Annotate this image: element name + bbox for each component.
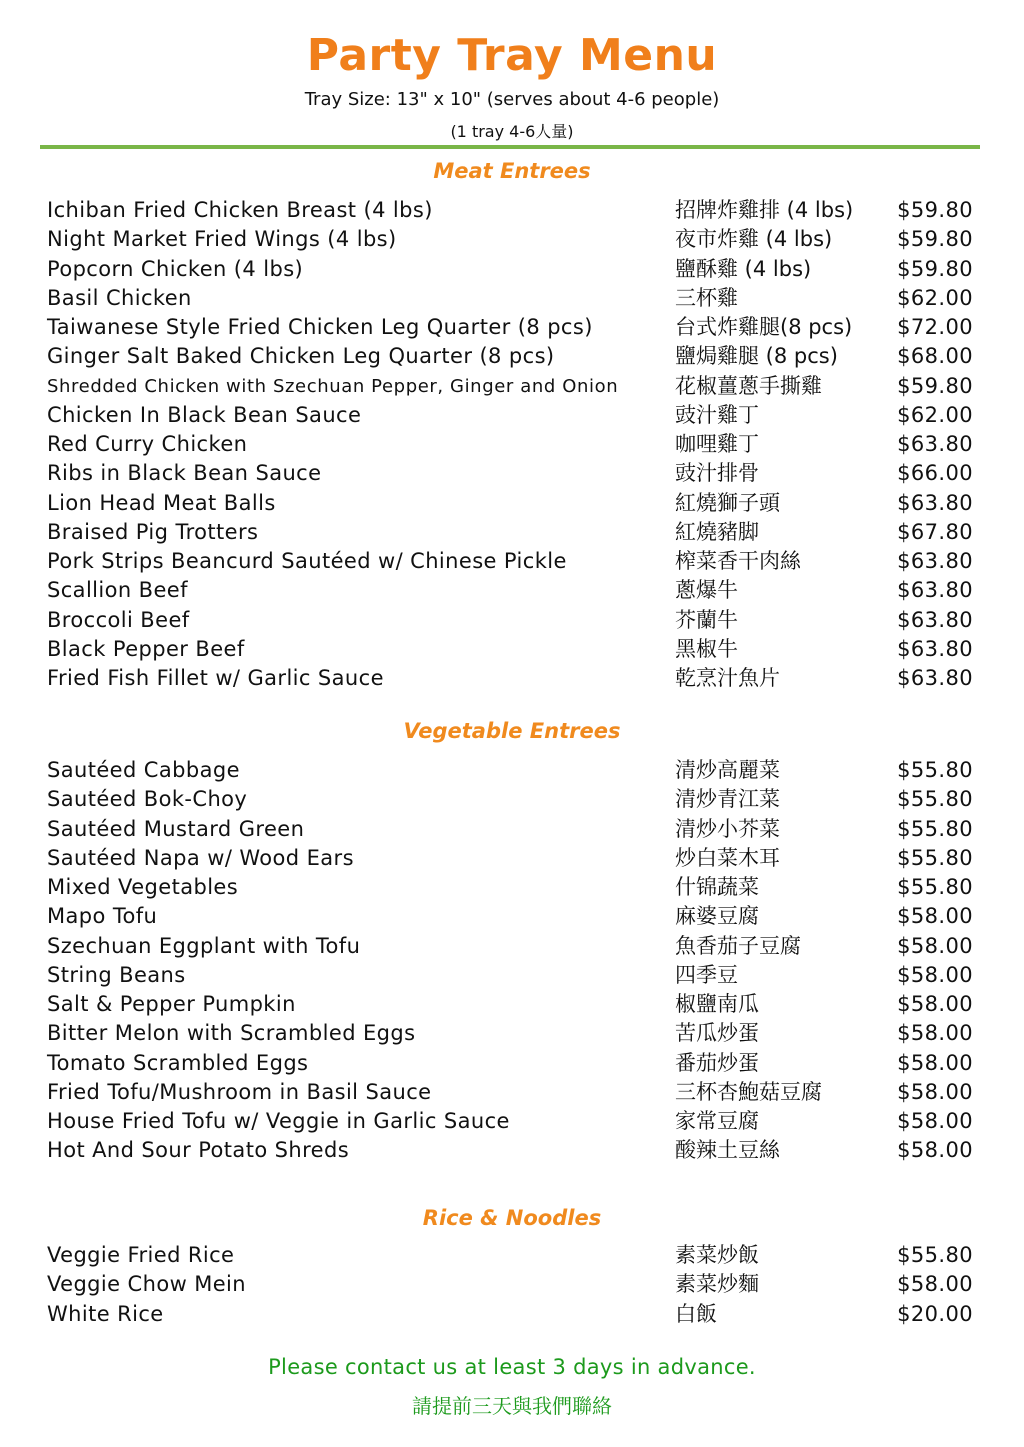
menu-item-name: Basil Chicken: [47, 285, 192, 310]
menu-item-row: [0, 342, 1024, 371]
menu-item-row: [0, 902, 1024, 931]
menu-item-row: [0, 1019, 1024, 1048]
menu-item-row: [0, 459, 1024, 488]
menu-item-name-zh: 豉汁排骨: [675, 461, 759, 486]
menu-item-row: [0, 1078, 1024, 1107]
menu-item-name: Szechuan Eggplant with Tofu: [47, 933, 361, 958]
menu-item-row: [0, 489, 1024, 518]
menu-item-price: $58.00: [897, 1272, 973, 1297]
menu-item-row: [0, 196, 1024, 225]
menu-item-name-zh: 家常豆腐: [675, 1109, 759, 1133]
menu-item-price: $72.00: [897, 315, 973, 339]
menu-item-price: $59.80: [897, 373, 973, 398]
menu-item-name-zh: 花椒薑蔥手撕雞: [675, 373, 822, 398]
menu-item-name: Night Market Fried Wings (4 lbs): [47, 227, 397, 252]
menu-item-row: [0, 430, 1024, 459]
menu-item-price: $63.80: [897, 607, 973, 632]
menu-item-price: $55.80: [897, 787, 973, 812]
advance-notice: Please contact us at least 3 days in advance.: [268, 1355, 756, 1379]
menu-item-name-zh: 什锦蔬菜: [675, 875, 759, 899]
menu-item-name-zh: 黑椒牛: [675, 636, 738, 661]
menu-item-name-zh: 紅燒豬脚: [675, 519, 759, 544]
menu-item-price: $68.00: [897, 344, 973, 369]
menu-item-name: Mixed Vegetables: [47, 875, 239, 899]
header-divider: [40, 145, 980, 149]
menu-item-name: Ribs in Black Bean Sauce: [47, 461, 322, 486]
menu-item-name-zh: 素菜炒飯: [675, 1243, 759, 1267]
menu-item-name-zh: 紅燒獅子頭: [675, 490, 780, 515]
vegetable-items-list: [0, 756, 1024, 1166]
menu-item-name: Sautéed Napa w/ Wood Ears: [47, 845, 354, 870]
menu-item-row: [0, 255, 1024, 284]
menu-item-row: [0, 932, 1024, 961]
advance-notice-zh: 請提前三天與我們聯絡: [412, 1394, 612, 1418]
menu-item-price: $63.80: [897, 490, 973, 515]
menu-item-row: [0, 372, 1024, 401]
menu-item-name: Scallion Beef: [47, 578, 188, 603]
menu-item-name: Sautéed Bok-Choy: [47, 787, 248, 812]
menu-item-name: Veggie Fried Rice: [47, 1243, 235, 1267]
menu-item-name: Bitter Melon with Scrambled Eggs: [47, 1021, 416, 1046]
menu-item-name-zh: 魚香茄子豆腐: [675, 933, 801, 958]
rice-noodles-items-list: [0, 1241, 1024, 1329]
menu-item-name-zh: 榨菜香干肉絲: [675, 549, 801, 573]
page-title: Party Tray Menu: [306, 30, 718, 81]
menu-item-row: [0, 664, 1024, 693]
menu-item-price: $59.80: [897, 198, 973, 222]
menu-item-name-zh: 清炒青江菜: [675, 787, 780, 812]
menu-item-name-zh: 鹽焗雞腿 (8 pcs): [675, 344, 838, 369]
menu-item-name: Fried Fish Fillet w/ Garlic Sauce: [47, 666, 384, 690]
menu-item-name-zh: 清炒高麗菜: [675, 758, 780, 782]
menu-item-name: Pork Strips Beancurd Sautéed w/ Chinese Pickle: [47, 549, 567, 573]
menu-item-price: $63.80: [897, 549, 973, 573]
menu-item-name: White Rice: [47, 1301, 164, 1326]
menu-item-price: $66.00: [897, 461, 973, 486]
menu-item-price: $58.00: [897, 904, 973, 929]
menu-item-price: $63.80: [897, 578, 973, 603]
menu-item-price: $58.00: [897, 992, 973, 1016]
menu-item-row: [0, 961, 1024, 990]
menu-item-price: $58.00: [897, 962, 973, 987]
menu-item-price: $58.00: [897, 933, 973, 958]
menu-item-name-zh: 清炒小芥菜: [675, 816, 780, 841]
menu-item-name: Shredded Chicken with Szechuan Pepper, Ginger and Onion: [47, 375, 619, 397]
menu-item-name-zh: 蔥爆牛: [675, 578, 738, 603]
menu-item-name: Sautéed Mustard Green: [47, 816, 305, 841]
menu-item-price: $67.80: [897, 519, 973, 544]
menu-item-row: [0, 1300, 1024, 1329]
menu-item-name-zh: 三杯杏鮑菇豆腐: [675, 1079, 822, 1104]
menu-item-name: Broccoli Beef: [47, 607, 190, 632]
menu-item-name-zh: 夜市炸雞 (4 lbs): [675, 227, 833, 252]
menu-item-row: [0, 873, 1024, 902]
menu-item-row: [0, 990, 1024, 1019]
menu-item-name: Veggie Chow Mein: [47, 1272, 246, 1297]
menu-item-row: [0, 547, 1024, 576]
menu-item-price: $62.00: [897, 402, 973, 427]
menu-item-row: [0, 844, 1024, 873]
menu-item-row: [0, 1241, 1024, 1270]
menu-item-name-zh: 炒白菜木耳: [675, 845, 780, 870]
menu-item-price: $63.80: [897, 432, 973, 456]
menu-item-name-zh: 番茄炒蛋: [675, 1050, 759, 1075]
menu-item-row: [0, 225, 1024, 254]
menu-item-name-zh: 三杯雞: [675, 285, 738, 310]
menu-item-price: $55.80: [897, 875, 973, 899]
tray-size-zh-text: (1 tray 4-6人量): [450, 122, 574, 141]
menu-item-row: [0, 518, 1024, 547]
menu-item-name: House Fried Tofu w/ Veggie in Garlic Sauce: [47, 1109, 510, 1133]
menu-item-row: [0, 635, 1024, 664]
menu-item-name-zh: 酸辣土豆絲: [675, 1138, 780, 1163]
menu-item-name: Red Curry Chicken: [47, 432, 248, 456]
menu-item-name: Chicken In Black Bean Sauce: [47, 402, 362, 427]
menu-item-name: Braised Pig Trotters: [47, 519, 259, 544]
menu-item-name: Black Pepper Beef: [47, 636, 245, 661]
menu-item-name-zh: 四季豆: [675, 962, 738, 987]
menu-item-name: Salt & Pepper Pumpkin: [47, 992, 296, 1016]
menu-item-price: $58.00: [897, 1109, 973, 1133]
menu-item-price: $55.80: [897, 758, 973, 782]
menu-item-name-zh: 咖哩雞丁: [675, 432, 759, 456]
menu-item-name: Popcorn Chicken (4 lbs): [47, 256, 304, 281]
menu-item-price: $55.80: [897, 1243, 973, 1267]
menu-item-name-zh: 椒鹽南瓜: [675, 992, 759, 1016]
menu-item-row: [0, 1270, 1024, 1299]
menu-item-price: $59.80: [897, 256, 973, 281]
menu-item-row: [0, 1107, 1024, 1136]
menu-item-row: [0, 756, 1024, 785]
menu-item-row: [0, 284, 1024, 313]
menu-item-price: $58.00: [897, 1021, 973, 1046]
menu-item-price: $55.80: [897, 845, 973, 870]
menu-item-name-zh: 白飯: [675, 1301, 717, 1326]
meat-items-list: [0, 196, 1024, 693]
menu-item-name: Ginger Salt Baked Chicken Leg Quarter (8 pcs): [47, 344, 555, 369]
menu-item-row: [0, 1136, 1024, 1165]
section-title-meat: Meat Entrees: [433, 159, 591, 183]
menu-item-price: $62.00: [897, 285, 973, 310]
menu-item-name: Ichiban Fried Chicken Breast (4 lbs): [47, 198, 433, 222]
menu-item-row: [0, 606, 1024, 635]
menu-item-row: [0, 785, 1024, 814]
menu-item-name-zh: 麻婆豆腐: [675, 904, 759, 929]
menu-item-name: Tomato Scrambled Eggs: [47, 1050, 309, 1075]
menu-item-name-zh: 芥蘭牛: [675, 607, 738, 632]
menu-item-price: $58.00: [897, 1050, 973, 1075]
menu-item-price: $58.00: [897, 1138, 973, 1163]
menu-item-name: Fried Tofu/Mushroom in Basil Sauce: [47, 1079, 432, 1104]
menu-item-price: $63.80: [897, 666, 973, 690]
tray-size-text: Tray Size: 13" x 10" (serves about 4-6 people): [304, 89, 720, 110]
menu-item-name-zh: 招牌炸雞排 (4 lbs): [675, 198, 854, 222]
menu-item-row: [0, 576, 1024, 605]
menu-item-price: $20.00: [897, 1301, 973, 1326]
menu-item-name-zh: 鹽酥雞 (4 lbs): [675, 256, 812, 281]
menu-item-name: String Beans: [47, 962, 186, 987]
menu-item-name-zh: 乾烹汁魚片: [675, 666, 780, 690]
menu-item-name: Sautéed Cabbage: [47, 758, 240, 782]
menu-item-price: $59.80: [897, 227, 973, 252]
menu-item-name-zh: 素菜炒麵: [675, 1272, 759, 1297]
menu-item-name-zh: 台式炸雞腿(8 pcs): [675, 315, 853, 339]
menu-item-name: Mapo Tofu: [47, 904, 158, 929]
menu-item-name-zh: 豉汁雞丁: [675, 402, 759, 427]
menu-item-price: $63.80: [897, 636, 973, 661]
section-title-rice-noodles: Rice & Noodles: [422, 1206, 602, 1230]
menu-item-name-zh: 苦瓜炒蛋: [675, 1021, 759, 1046]
menu-item-price: $58.00: [897, 1079, 973, 1104]
section-title-vegetable: Vegetable Entrees: [403, 719, 621, 743]
menu-item-name: Lion Head Meat Balls: [47, 490, 276, 515]
menu-item-row: [0, 815, 1024, 844]
menu-item-row: [0, 1049, 1024, 1078]
menu-item-row: [0, 401, 1024, 430]
menu-item-name: Taiwanese Style Fried Chicken Leg Quarter (8 pcs): [47, 315, 593, 339]
menu-item-row: [0, 313, 1024, 342]
menu-item-price: $55.80: [897, 816, 973, 841]
menu-item-name: Hot And Sour Potato Shreds: [47, 1138, 350, 1163]
